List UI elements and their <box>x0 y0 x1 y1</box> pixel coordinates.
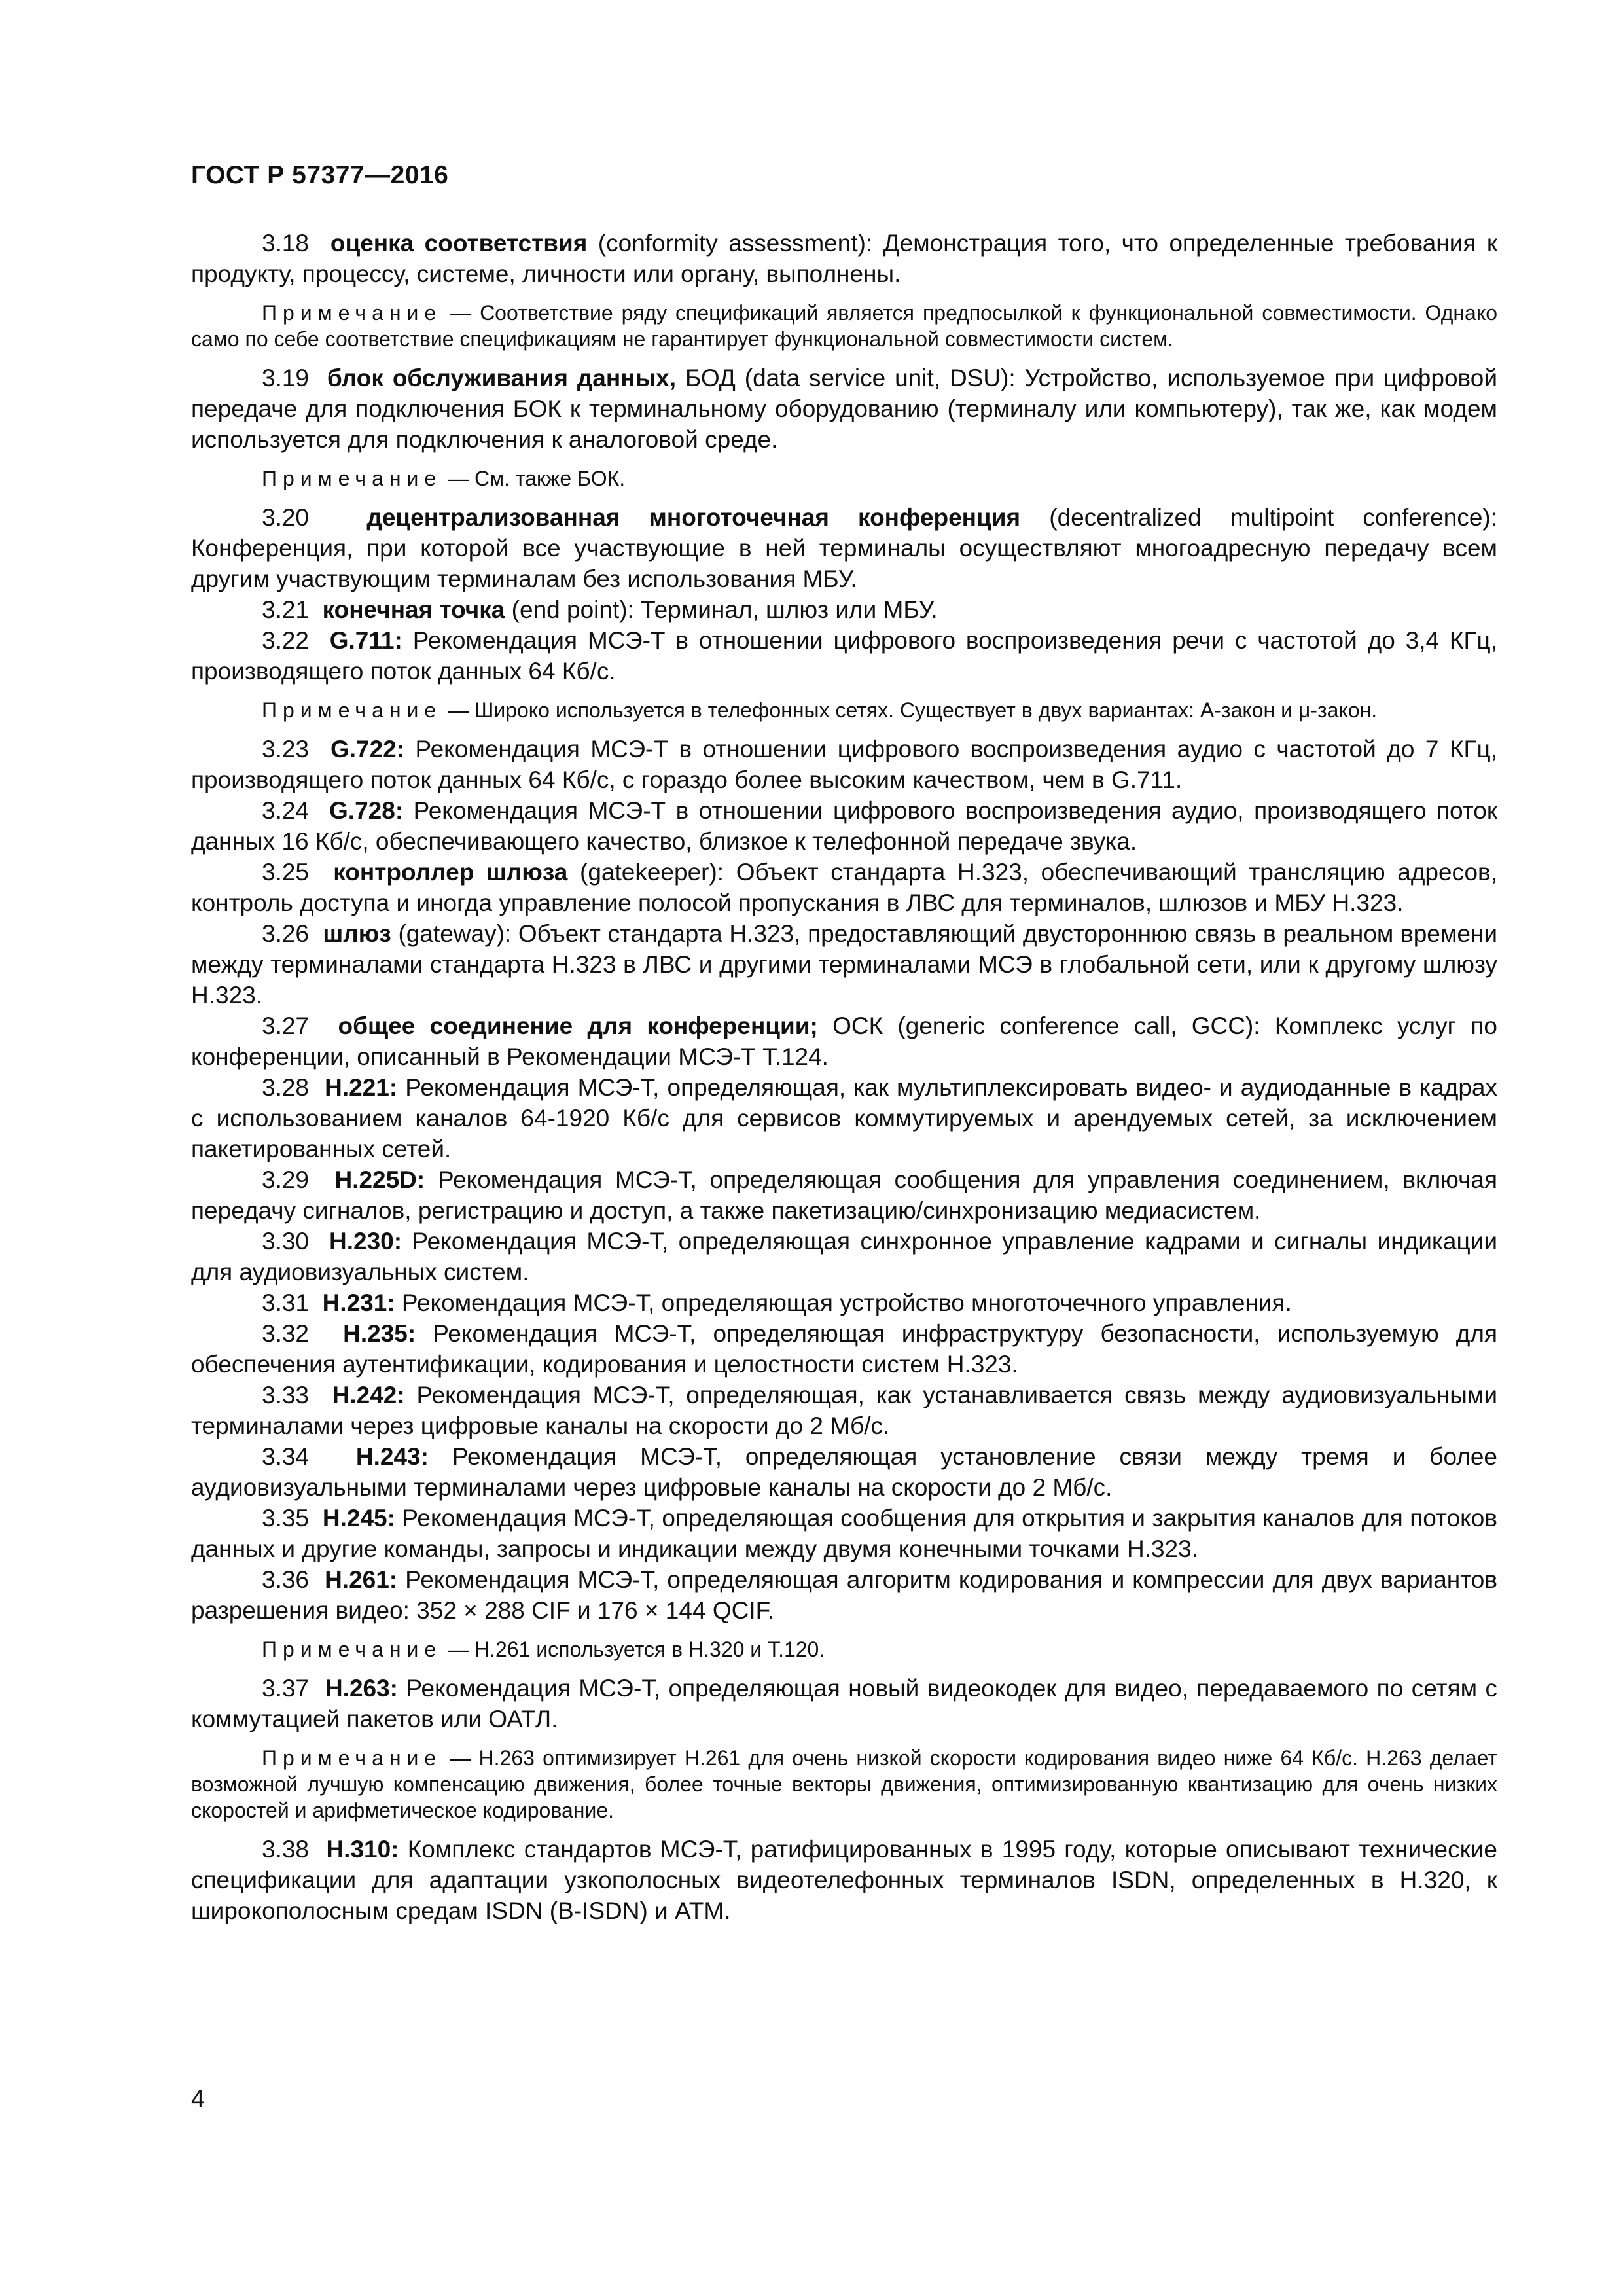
note-label: Примечание <box>262 1638 442 1661</box>
term-definition: Рекомендация МСЭ-Т, определяющая, как устанавливается связь между аудиовизуальными терминалами через цифровые каналы на скорости до 2 Мб/с. <box>191 1382 1498 1439</box>
term-definition: ОСК (generic conference call, GCC): Комплекс услуг по конференции, описанный в Рекомендации МСЭ-Т Т.124. <box>191 1013 1498 1070</box>
note-label: Примечание <box>262 301 442 325</box>
term-name: Н.230: <box>329 1228 402 1255</box>
note-text: — Широко используется в телефонных сетях. Существует в двух вариантах: А-закон и μ-закон. <box>442 698 1378 722</box>
term-entry <box>191 1226 1497 1287</box>
term-definition: (conformity assessment): Демонстрация того, что определенные требования к продукту, процессу, системе, личности или органу, выполнены. <box>191 230 1498 287</box>
term-name: Н.242: <box>332 1382 405 1408</box>
term-number: 3.35 <box>262 1505 310 1532</box>
term-definition: Рекомендация МСЭ-Т, определяющая устройство многоточечного управления. <box>395 1289 1292 1316</box>
note-text: — Н.263 оптимизирует Н.261 для очень низкой скорости кодирования видео ниже 64 Кб/с. Н.263 делает возможной лучшую компенсацию движения, более точные векторы движения, оптимизированную квантизацию для очень низких скоростей и арифметическое кодирование. <box>191 1746 1497 1822</box>
term-name: децентрализованная многоточечная конференция <box>366 504 1021 531</box>
term-number: 3.32 <box>262 1320 310 1347</box>
term-number: 3.33 <box>262 1382 310 1408</box>
term-entry <box>191 363 1497 455</box>
term-name: блок обслуживания данных, <box>327 365 677 391</box>
term-definition: БОД (data service unit, DSU): Устройство, используемое при цифровой передаче для подключения БОК к терминальному оборудованию (терминалу или компьютеру), так же, как модем используется для подключения к аналоговой среде. <box>191 365 1498 453</box>
term-entry <box>191 795 1497 857</box>
term-definition: Рекомендация МСЭ-Т, определяющая, как мультиплексировать видео- и аудиоданные в кадрах с использованием каналов 64-1920 Кб/с для сервисов коммутируемых и арендуемых сетей, за исключением пакетированных сетей. <box>191 1074 1497 1162</box>
term-entry <box>191 857 1497 918</box>
note-paragraph <box>191 1636 1497 1662</box>
term-number: 3.21 <box>262 596 310 623</box>
term-number: 3.23 <box>262 736 310 762</box>
term-entry <box>191 1011 1497 1072</box>
term-definition: Рекомендация МСЭ-Т, определяющая алгоритм кодирования и компрессии для двух вариантов разрешения видео: 352 × 288 CIF и 176 × 144 QCIF. <box>191 1566 1497 1624</box>
term-number: 3.19 <box>262 365 310 391</box>
term-name: Н.245: <box>322 1505 395 1532</box>
term-definition: Рекомендация МСЭ-Т в отношении цифрового воспроизведения речи с частотой до 3,4 КГц, производящего поток данных 64 Кб/с. <box>191 627 1497 685</box>
term-definition: Рекомендация МСЭ-Т, определяющая новый видеокодек для видео, передаваемого по сетям с коммутацией пакетов или ОАТЛ. <box>191 1675 1497 1732</box>
term-name: Н.231: <box>322 1289 395 1316</box>
term-definition: (decentralized multipoint conference): Конференция, при которой все участвующие в ней терминалы осуществляют многоадресную передачу всем другим участвующим терминалам без использования МБУ. <box>191 504 1497 592</box>
term-number: 3.24 <box>262 797 310 824</box>
term-definition: Рекомендация МСЭ-Т, определяющая инфраструктуру безопасности, используемую для обеспечения аутентификации, кодирования и целостности систем Н.323. <box>191 1320 1497 1378</box>
note-text: — См. также БОК. <box>442 467 626 490</box>
term-entry <box>191 228 1497 289</box>
term-name: G.722: <box>330 736 405 762</box>
term-name: Н.261: <box>325 1566 398 1593</box>
note-label: Примечание <box>262 467 442 490</box>
term-entry <box>191 625 1497 687</box>
term-definition: Комплекс стандартов МСЭ-Т, ратифицированных в 1995 году, которые описывают технические спецификации для адаптации узкополосных видеотелефонных терминалов ISDN, определенных в Н.320, к широкополосным средам ISDN (B-ISDN) и АТМ. <box>191 1836 1498 1924</box>
term-number: 3.22 <box>262 627 310 654</box>
term-definition: Рекомендация МСЭ-Т, определяющая сообщения для управления соединением, включая передачу сигналов, регистрацию и доступ, а также пакетизацию/синхронизацию медиасистем. <box>191 1166 1498 1224</box>
term-name: Н.263: <box>325 1675 398 1702</box>
term-definition: (end point): Терминал, шлюз или МБУ. <box>505 596 938 623</box>
term-entry <box>191 594 1497 625</box>
document-body <box>191 228 1497 1926</box>
term-number: 3.20 <box>262 504 310 531</box>
term-name: конечная точка <box>322 596 505 623</box>
term-number: 3.27 <box>262 1013 310 1039</box>
term-entry <box>191 1564 1497 1626</box>
term-name: G.711: <box>329 627 402 654</box>
term-definition: Рекомендация МСЭ-Т, определяющая синхронное управление кадрами и сигналы индикации для аудиовизуальных систем. <box>191 1228 1497 1285</box>
term-number: 3.37 <box>262 1675 310 1702</box>
term-name: Н.235: <box>343 1320 416 1347</box>
term-name: Н.310: <box>326 1836 399 1863</box>
term-number: 3.30 <box>262 1228 310 1255</box>
note-paragraph <box>191 697 1497 723</box>
note-paragraph <box>191 1745 1497 1823</box>
term-entry <box>191 734 1497 795</box>
term-definition: Рекомендация МСЭ-Т, определяющая установление связи между тремя и более аудиовизуальными терминалами через цифровые каналы на скорости до 2 Мб/с. <box>191 1443 1497 1501</box>
note-label: Примечание <box>262 698 442 722</box>
term-name: Н.225D: <box>334 1166 425 1193</box>
term-name: G.728: <box>329 797 404 824</box>
term-number: 3.28 <box>262 1074 310 1101</box>
term-definition: Рекомендация МСЭ-Т в отношении цифрового воспроизведения аудио с частотой до 7 КГц, производящего поток данных 64 Кб/с, с гораздо более высоким качеством, чем в G.711. <box>191 736 1498 793</box>
term-number: 3.25 <box>262 859 310 886</box>
term-number: 3.34 <box>262 1443 310 1470</box>
term-name: Н.243: <box>355 1443 429 1470</box>
term-number: 3.31 <box>262 1289 310 1316</box>
term-definition: (gatekeeper): Объект стандарта Н.323, обеспечивающий трансляцию адресов, контроль доступа и иногда управление полосой пропускания в ЛВС для терминалов, шлюзов и МБУ Н.323. <box>191 859 1497 916</box>
term-entry <box>191 1318 1497 1380</box>
term-number: 3.26 <box>262 920 310 947</box>
note-paragraph <box>191 300 1497 352</box>
term-entry <box>191 1834 1497 1926</box>
term-name: Н.221: <box>325 1074 398 1101</box>
term-entry <box>191 1441 1497 1503</box>
term-definition: (gateway): Объект стандарта Н.323, предоставляющий двустороннюю связь в реальном времени между терминалами стандарта Н.323 в ЛВС и другими терминалами МСЭ в глобальной сети, или к другому шлюзу Н.323. <box>191 920 1498 1009</box>
term-name: шлюз <box>323 920 391 947</box>
term-entry <box>191 1072 1497 1164</box>
term-entry <box>191 1380 1497 1441</box>
term-number: 3.29 <box>262 1166 310 1193</box>
term-entry <box>191 918 1497 1011</box>
term-number: 3.36 <box>262 1566 310 1593</box>
note-paragraph <box>191 465 1497 492</box>
note-text: — Н.261 используется в Н.320 и Т.120. <box>442 1638 825 1661</box>
term-definition: Рекомендация МСЭ-Т, определяющая сообщения для открытия и закрытия каналов для потоков данных и другие команды, запросы и индикации между двумя конечными точками Н.323. <box>191 1505 1497 1562</box>
term-entry <box>191 1164 1497 1226</box>
note-label: Примечание <box>262 1746 442 1770</box>
term-name: общее соединение для конференции; <box>338 1013 818 1039</box>
term-name: контроллер шлюза <box>333 859 568 886</box>
term-definition: Рекомендация МСЭ-Т в отношении цифрового воспроизведения аудио, производящего поток данных 16 Кб/с, обеспечивающего качество, близкое к телефонной передаче звука. <box>191 797 1498 855</box>
term-name: оценка соответствия <box>330 230 588 257</box>
term-entry <box>191 1287 1497 1318</box>
term-entry <box>191 1503 1497 1564</box>
term-entry <box>191 502 1497 594</box>
term-entry <box>191 1673 1497 1734</box>
term-number: 3.38 <box>262 1836 310 1863</box>
note-text: — Соответствие ряду спецификаций является предпосылкой к функциональной совместимости. Однако само по себе соответствие спецификациям не гарантирует функциональной совместимости систем. <box>191 301 1497 351</box>
page-number: 4 <box>191 2085 205 2112</box>
standard-header: ГОСТ Р 57377—2016 <box>191 161 449 189</box>
term-number: 3.18 <box>262 230 310 257</box>
